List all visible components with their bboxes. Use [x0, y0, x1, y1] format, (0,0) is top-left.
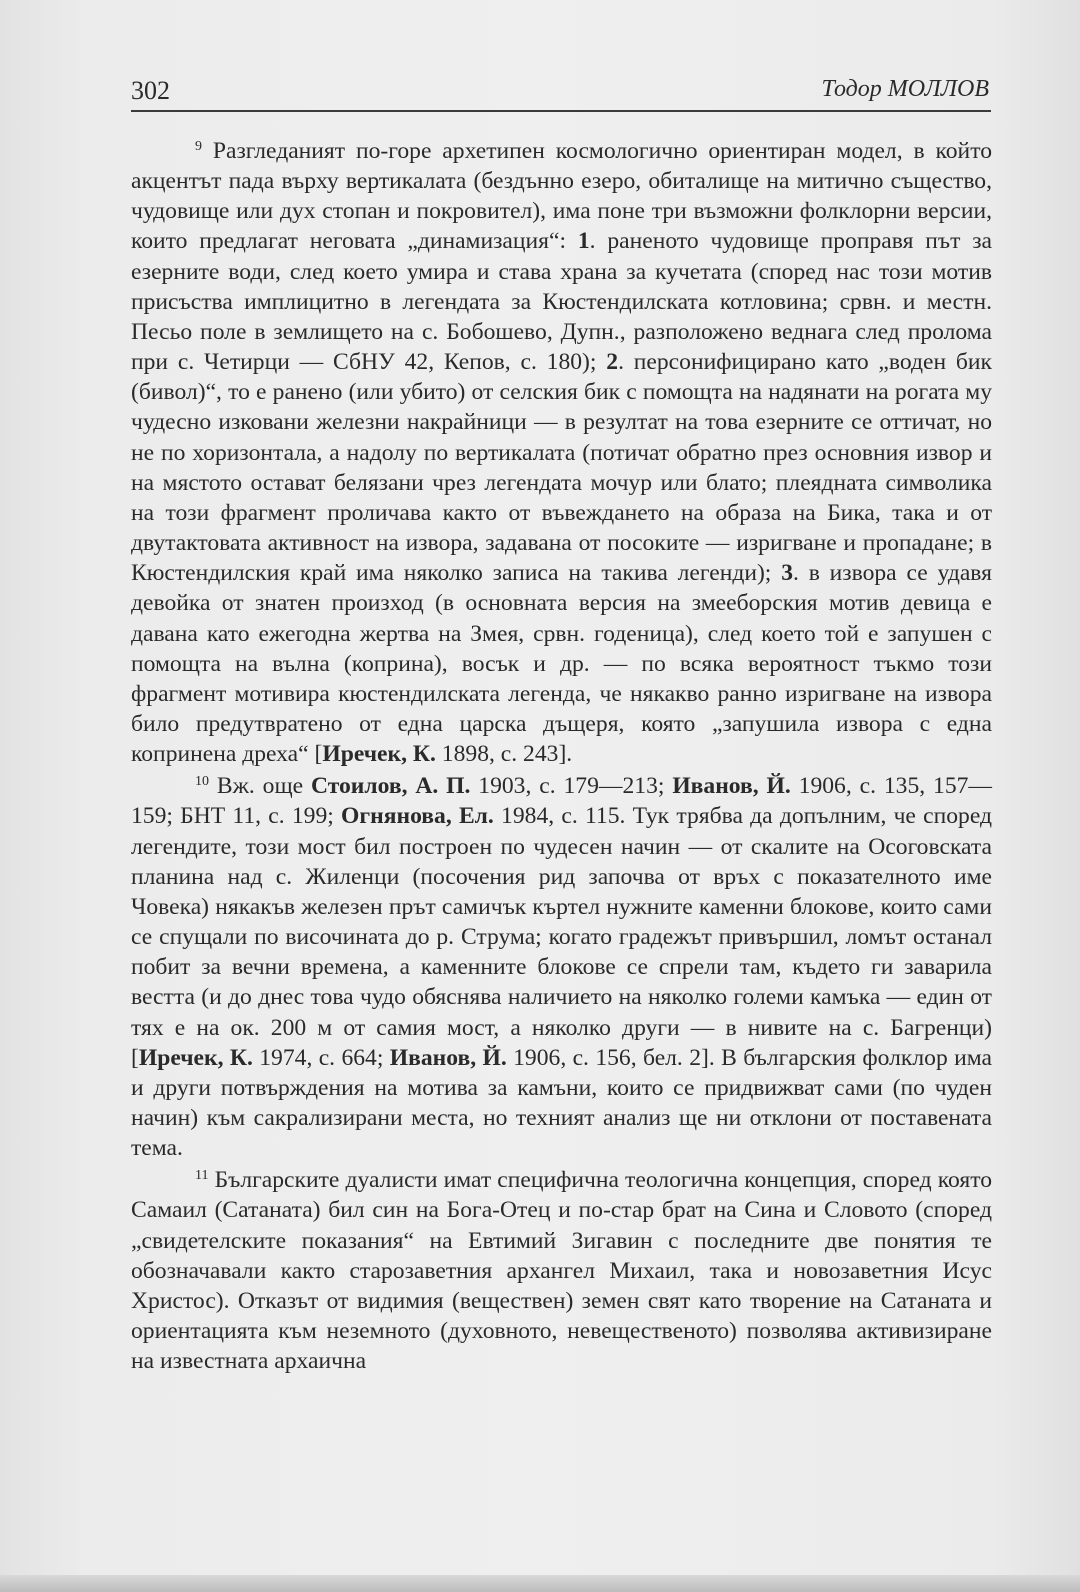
note-text: Разгледаният по-горе архетипен космологично ориентиран модел, в който акцентът пада върху вертикалата (бездънно езеро, обиталище на митично същество, чудовище или дух стопан и покровител), има поне три възможни фолклорни версии, които предлагат неговата „динамизация“:: [131, 138, 992, 255]
note-text: . раненото чудовище проправя път за езерните води, след което умира и става храна за кучетата (според нас този мотив присъства имплицитно в легендата за Кюстендилската котловина; срвн. и местн. Песьо поле в землището на с. Бобошево, Дупн., разположено веднага след пролома при с. Четирци — СбНУ 42, Кепов, с. 180);: [131, 228, 992, 376]
citation-bold: 1: [577, 228, 590, 255]
page-bottom-edge: [0, 1575, 1080, 1592]
footnote-marker: 10: [195, 774, 209, 790]
citation-bold: 2: [606, 349, 619, 376]
note-text: 1974, с. 664;: [252, 1044, 390, 1071]
note-text: . в извора се удавя девойка от знатен произход (в основната версия на змееборския мотив девица е давана като ежегодна жертва на Змея, срвн. годеница), след което той е запушен с помощта на вълна (коприна), восък и др. — по всяка вероятност тъкмо този фрагмент мотивира кюстендилската легенда, че някакво ранно изригване на извора било предутвратено от една царска дъщеря, която „запушила извора с една копринена дреха“ [: [131, 560, 992, 768]
footnote-marker: 11: [195, 1168, 209, 1184]
note-text: Българските дуалисти имат специфична теологична концепция, според която Самаил (Сатаната) бил син на Бога-Отец и по-стар брат на Сина и Словото (според „свидетелските показания“ на Евтимий Зигавин с последните две понятия те обозначавали както старозаветния архангел Михаил, така и новозаветния Исус Христос). Отказът от видимия (веществен) земен свят като творение на Сатаната и ориентацията към неземното (духовното, невещественото) позволява активизиране на известната архаична: [131, 1167, 992, 1375]
citation-bold: Иречек, К.: [138, 1044, 253, 1071]
citation-bold: Иванов, Й.: [389, 1044, 507, 1071]
page-header: [131, 76, 991, 112]
note-text: . персонифицирано като „воден бик (бивол)“, то е ранено (или убито) от селския бик с помощта на надянати на рогата му чудесно изковани железни накрайници — в резултат на това езерните се оттичат, но не по хоризонтала, а надолу по вертикалата (потичат обратно през основния извор и на мястото остават белязани чрез легендата мочур или блато; плеядната символика на този фрагмент проличава както от въвеждането на образа на Бика, така и от двутактовата активност на извора, задавана от посоките — изригване и пропадане; в Кюстендилския край има няколко записа на такива легенди);: [131, 349, 993, 587]
footnote-10: [131, 771, 992, 1163]
citation-bold: Иречек, К.: [322, 741, 436, 768]
note-text: 1984, с. 115. Тук трябва да допълним, че според легендите, този мост бил построен по чудесен начин — от скалите на Осоговската планина над с. Жиленци (посочения рид започва от връх с показателното име Човека) някакъв железен прът самичък къртел нужните каменни блокове, които сами се спущали по височината до р. Струма; когато градежът привършил, ломът останал побит за вечни времена, а каменните блокове се спрели там, където ги заварила вестта (и до днес това чудо обяснява наличието на няколко големи камъка — един от тях е на ок. 200 м от самия мост, а няколко други — в нивите на с. Багренци) [: [131, 803, 992, 1071]
citation-bold: 3: [781, 560, 793, 587]
footnotes: [131, 136, 992, 1376]
note-text: Вж. още: [209, 773, 311, 800]
footnote-11: [131, 1165, 992, 1376]
citation-bold: Огнянова, Ел.: [341, 803, 494, 830]
running-head-author: Тодор МОЛЛОВ: [821, 76, 989, 102]
footnote-marker: 9: [195, 139, 202, 154]
note-text: 1903, с. 179—213;: [470, 773, 673, 800]
page-number: 302: [131, 76, 170, 105]
note-text: 1898, с. 243].: [435, 741, 573, 768]
citation-bold: Стоилов, А. П.: [311, 773, 471, 800]
note-text: 1906, с. 156, бел. 2]. В българския фолклор има и други потвърждения на мотива за камъни, които се придвижват сами (по чуден начин) към сакрализирани места, но техният анализ ще ни отклони от поставената тема.: [131, 1044, 992, 1162]
citation-bold: Иванов, Й.: [672, 773, 791, 800]
note-text: 1906, с. 135, 157—159; БНТ 11, с. 199;: [131, 773, 993, 830]
footnote-9: [131, 136, 992, 769]
